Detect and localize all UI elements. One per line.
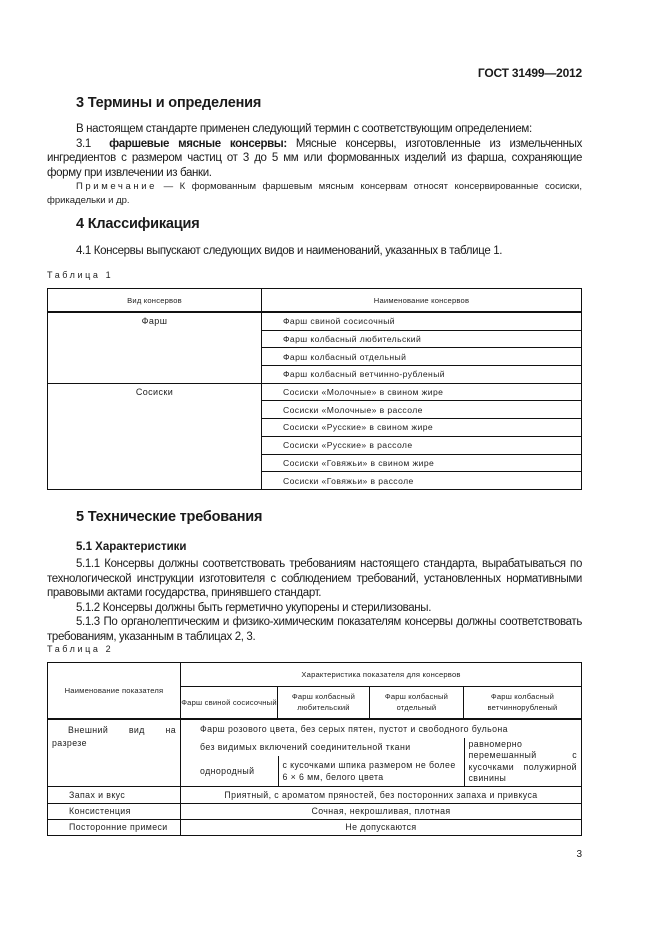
subsection-5-1-title: 5.1 Характеристики [76, 541, 187, 553]
name-cell: Сосиски «Молочные» в рассоле [262, 401, 582, 419]
table-row [48, 786, 582, 803]
row-label: Консистенция [48, 803, 181, 819]
table-row [48, 383, 582, 401]
term-definition [47, 137, 582, 181]
section-3-intro: В настоящем стандарте применен следующий термин с соответствующим определением: [76, 123, 532, 135]
row-value: Приятный, с ароматом пряностей, без посторонних запаха и привкуса [181, 786, 582, 803]
column-header: Наименование консервов [262, 289, 582, 313]
section-3-body [47, 122, 582, 180]
appearance-col-1: однородный [200, 765, 255, 776]
paragraph-5-1-2: 5.1.2 Консервы должны быть герметично укупорены и стерилизованы. [76, 601, 432, 614]
name-cell: Сосиски «Говяжьи» в рассоле [262, 472, 582, 490]
table-header-row [48, 663, 582, 687]
row-label: Запах и вкус [48, 786, 181, 803]
note-label: Примечание [76, 181, 157, 192]
appearance-col-2-3: с кусочками шпика размером не более 6 × 6 мм, белого цвета [278, 756, 464, 786]
table-1 [47, 288, 582, 490]
note-text: — К формованным фаршевым мясным консервам относят консервированные сосиски, фрикадельки и др. [47, 181, 583, 206]
definition: Мясные консервы, изготовленные из измельченных ингредиентов с размером частиц от 3 до 5 мм или формованных изделий из фарша, сохраняющие форму при извлечении из банки. [47, 137, 582, 179]
section-4-title: 4 Классификация [76, 216, 200, 232]
paragraph-4-1: 4.1 Консервы выпускают следующих видов и наименований, указанных в таблице 1. [76, 245, 503, 257]
table-2-caption: Таблица 2 [47, 644, 114, 654]
paragraph-5-1-3: 5.1.3 По органолептическим и физико-химическим показателям консервы должны соответствовать требованиям, указанным в таблицах 2, 3. [47, 616, 582, 643]
table-row [48, 803, 582, 819]
appearance-line-2: без видимых включений соединительной ткани [200, 741, 411, 752]
name-cell: Сосиски «Говяжьи» в свином жире [262, 454, 582, 472]
table-1-caption: Таблица 1 [47, 270, 114, 280]
column-header: Фарш колбасный любительский [278, 687, 370, 719]
row-value: Не допускаются [181, 819, 582, 835]
name-cell: Сосиски «Русские» в свином жире [262, 419, 582, 437]
name-cell: Сосиски «Русские» в рассоле [262, 436, 582, 454]
section-5-title: 5 Технические требования [76, 509, 263, 525]
appearance-col-4: равномерно перемешанный с кусочками полужирной свинины [464, 738, 581, 786]
name-cell: Фарш колбасный ветчинно-рубленый [262, 366, 582, 384]
column-header: Фарш колбасный отдельный [370, 687, 464, 719]
term: фаршевые мясные консервы: [109, 137, 287, 150]
document-code: ГОСТ 31499—2012 [477, 66, 582, 80]
table-2 [47, 662, 582, 836]
column-header: Наименование показателя [48, 663, 181, 719]
section-5-body [47, 557, 582, 644]
kind-cell: Сосиски [48, 383, 262, 489]
row-value: Сочная, некрошливая, плотная [181, 803, 582, 819]
appearance-subtable [181, 720, 581, 786]
paragraph-5-1-1: 5.1.1 Консервы должны соответствовать требованиям настоящего стандарта, вырабатываться по технологической инструкции изготовителя с соблюдением требований, установленных нормативными правовыми актами государства, принявшего стандарт. [47, 558, 582, 599]
table-row [48, 312, 582, 330]
section-3-title: 3 Термины и определения [76, 95, 262, 111]
row-label: Внешний вид на разрезе [48, 719, 181, 787]
table-row [48, 719, 582, 787]
table-row [48, 819, 582, 835]
kind-cell: Фарш [48, 312, 262, 383]
column-group-header: Характеристика показателя для консервов [181, 663, 582, 687]
name-cell: Фарш колбасный любительский [262, 330, 582, 348]
page-number: 3 [576, 849, 582, 860]
name-cell: Фарш колбасный отдельный [262, 348, 582, 366]
name-cell: Сосиски «Молочные» в свином жире [262, 383, 582, 401]
table-header-row [48, 289, 582, 313]
name-cell: Фарш свиной сосисочный [262, 312, 582, 330]
row-label: Посторонние примеси [48, 819, 181, 835]
term-number: 3.1 [76, 137, 91, 150]
appearance-line-1: Фарш розового цвета, без серых пятен, пустот и свободного бульона [200, 723, 508, 734]
column-header: Вид консервов [48, 289, 262, 313]
column-header: Фарш свиной сосисочный [181, 687, 278, 719]
note [47, 180, 582, 207]
column-header: Фарш колбасный ветчиннорубленый [464, 687, 582, 719]
appearance-value-cell [181, 719, 582, 787]
